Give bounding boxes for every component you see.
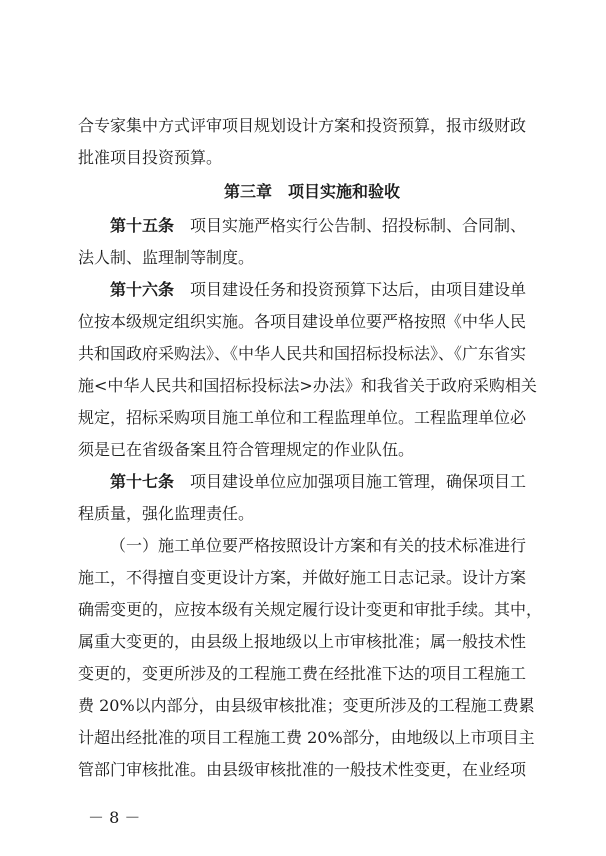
intro-line: 批准项目投资预算。 (78, 148, 223, 167)
item-1-line: 施工，不得擅自变更设计方案，并做好施工日志记录。设计方案 (78, 568, 527, 587)
article-text-line: 法人制、监理制等制度。 (78, 248, 255, 267)
article-text-line: 程质量，强化监理责任。 (78, 504, 255, 523)
item-1-line: （一）施工单位要严格按照设计方案和有关的技术标准进行 (110, 536, 527, 555)
article-15 (78, 210, 546, 242)
chapter-heading: 第三章 项目实施和验收 (223, 182, 400, 201)
article-label: 第十七条 (110, 472, 175, 491)
item-1-line: 费 20%以内部分，由县级审核批准；变更所涉及的工程施工费累 (78, 696, 535, 715)
item-1-line: 变更的，变更所涉及的工程施工费在经批准下达的项目工程施工 (78, 664, 527, 683)
article-text-line: 规定，招标采购项目施工单位和工程监理单位。工程监理单位必 (78, 408, 527, 427)
article-text-line: 施<中华人民共和国招标投标法>办法》和我省关于政府采购相关 (78, 376, 537, 395)
article-text: 项目实施严格实行公告制、招投标制、合同制、 (174, 216, 527, 235)
intro-line: 合专家集中方式评审项目规划设计方案和投资预算，报市级财政 (78, 116, 527, 135)
article-text-line: 须是已在省级备案且符合管理规定的作业队伍。 (78, 440, 415, 459)
article-label: 第十六条 (110, 280, 175, 299)
article-text: 项目建设单位应加强项目施工管理，确保项目工 (174, 472, 527, 491)
article-label: 第十五条 (110, 216, 175, 235)
page-number: － 8 － (88, 808, 141, 827)
article-text-line: 位按本级规定组织实施。各项目建设单位要严格按照《中华人民 (78, 312, 527, 331)
document-body (78, 110, 546, 786)
article-text-line: 共和国政府采购法》、《中华人民共和国招标投标法》、《广东省实 (78, 344, 527, 363)
item-1-line: 属重大变更的，由县级上报地级以上市审核批准；属一般技术性 (78, 632, 527, 651)
item-1-line: 管部门审核批准。由县级审核批准的一般技术性变更，在业经项 (78, 760, 527, 779)
item-1-line: 计超出经批准的项目工程施工费 20%部分，由地级以上市项目主 (78, 728, 535, 747)
item-1-line: 确需变更的，应按本级有关规定履行设计变更和审批手续。其中， (78, 600, 543, 619)
article-17 (78, 466, 546, 498)
article-16 (78, 274, 546, 306)
article-text: 项目建设任务和投资预算下达后，由项目建设单 (174, 280, 527, 299)
